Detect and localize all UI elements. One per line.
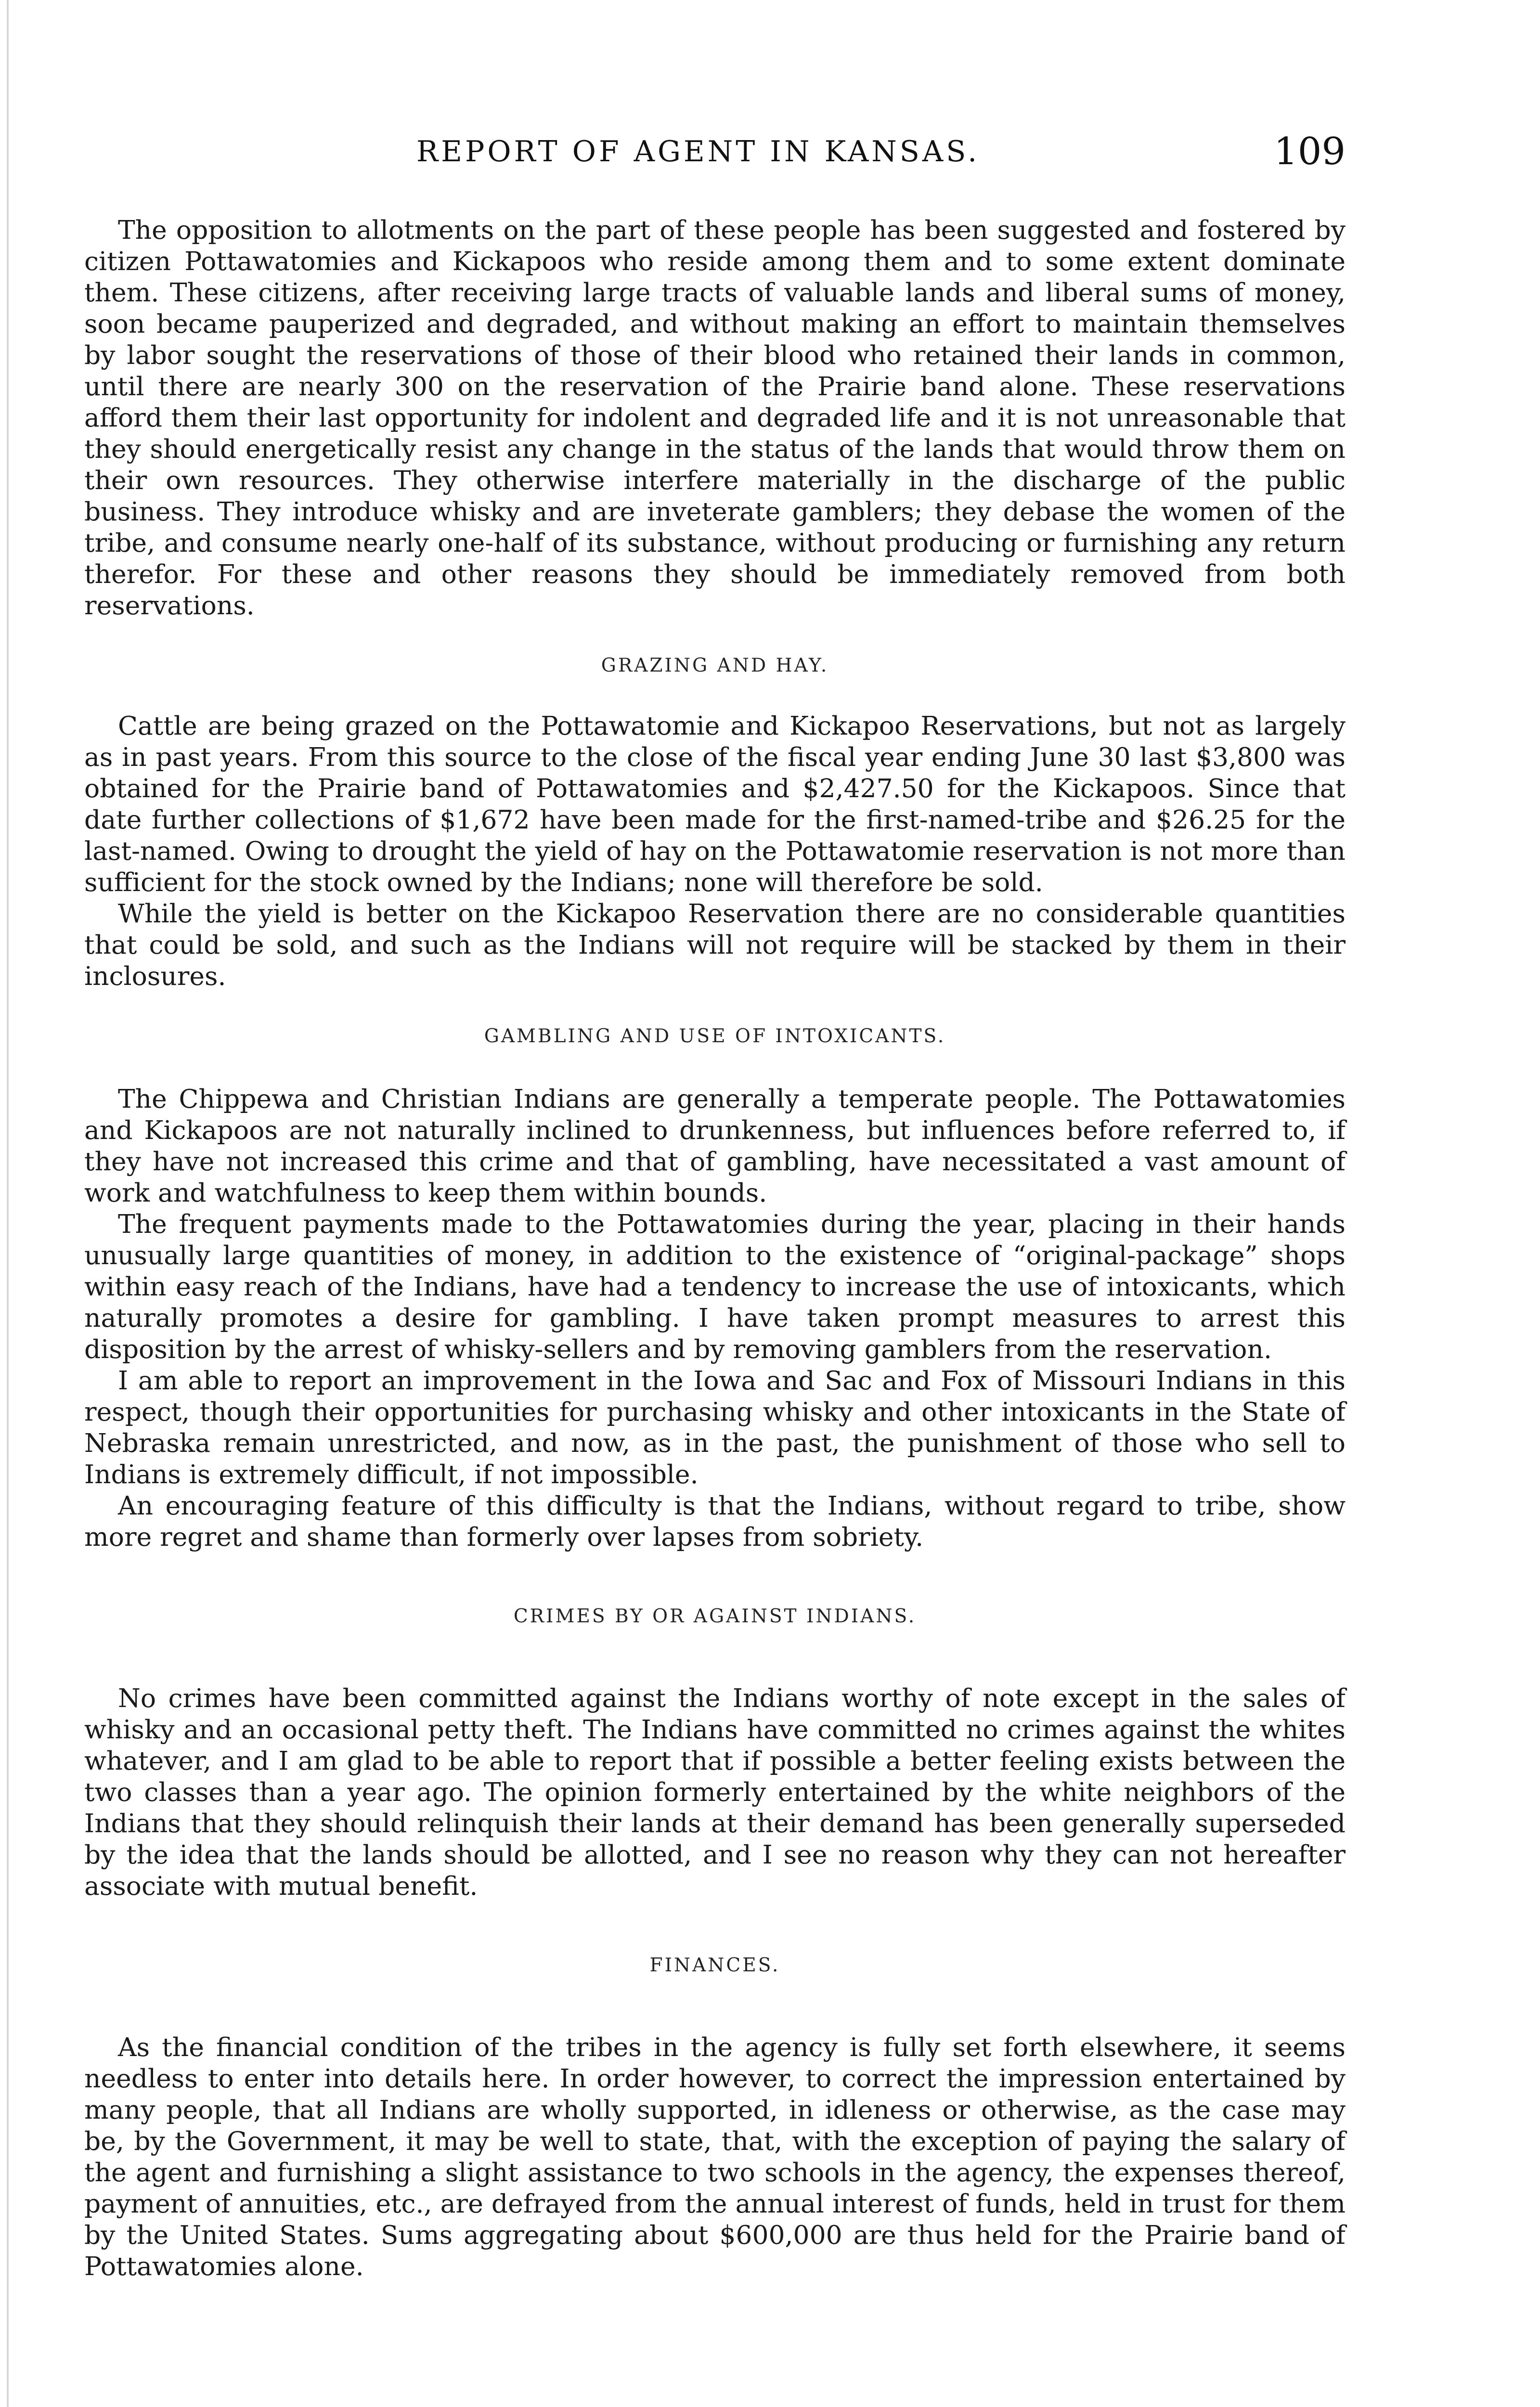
section-finances — [84, 1954, 1346, 2282]
section-gambling — [84, 1025, 1346, 1553]
page-number: 109 — [1274, 130, 1346, 173]
section-title-gambling: GAMBLING AND USE OF INTOXICANTS. — [484, 1025, 946, 1047]
paragraph: I am able to report an improvement in the Iowa and Sac and Fox of Missouri Indians in this respect, though their opportunities for purchasing whisky and other intoxicants in the State of Nebraska remain unrestricted, and now, as in the past, the punishment of those who sell to Indians is extremely difficult, if not impossible. — [84, 1365, 1346, 1489]
section-intro — [84, 214, 1346, 621]
paragraph: While the yield is better on the Kickapoo Reservation there are no considerable quantities that could be sold, and such as the Indians will not require will be stacked by them in their inclosures. — [84, 898, 1346, 991]
page-header — [84, 116, 1346, 188]
running-head: REPORT OF AGENT IN KANSAS. — [416, 135, 980, 168]
section-title-crimes: CRIMES BY OR AGAINST INDIANS. — [513, 1605, 917, 1627]
document-page — [84, 116, 1346, 2282]
paragraph: The Chippewa and Christian Indians are generally a temperate people. The Pottawatomies and Kickapoos are not naturally inclined to drunkenness, but influences before referred to, if they have not increased this crime and that of gambling, have necessitated a vast amount of work and watchfulness to keep them within bounds. — [84, 1084, 1346, 1208]
section-title-finances: FINANCES. — [649, 1954, 780, 1976]
section-crimes — [84, 1605, 1346, 1902]
page-edge — [7, 0, 9, 2407]
paragraph: An encouraging feature of this difficulty is that the Indians, without regard to tribe, show more regret and shame than formerly over lapses from sobriety. — [84, 1490, 1346, 1552]
paragraph: Cattle are being grazed on the Pottawatomie and Kickapoo Reservations, but not as largely as in past years. From this source to the close of the fiscal year ending June 30 last $3,800 was obtained for the Prairie band of Pottawatomies and $2,427.50 for the Kickapoos. Since that date further collections of $1,672 have been made for the first-named-tribe and $26.25 for the last-named. Owing to drought the yield of hay on the Pottawatomie reservation is not more than sufficient for the stock owned by the Indians; none will therefore be sold. — [84, 711, 1346, 897]
paragraph: As the financial condition of the tribes in the agency is fully set forth elsewhere, it seems needless to enter into details here. In order however, to correct the impression entertained by many people, that all Indians are wholly supported, in idleness or otherwise, as the case may be, by the Government, it may be well to state, that, with the exception of paying the salary of the agent and furnishing a slight assistance to two schools in the agency, the expenses thereof, payment of annuities, etc., are defrayed from the annual interest of funds, held in trust for them by the United States. Sums aggregating about $600,000 are thus held for the Prairie band of Pottawatomies alone. — [84, 2032, 1346, 2281]
paragraph: No crimes have been committed against the Indians worthy of note except in the sales of whisky and an occasional petty theft. The Indians have committed no crimes against the whites whatever, and I am glad to be able to report that if possible a better feeling exists between the two classes than a year ago. The opinion formerly entertained by the white neighbors of the Indians that they should relinquish their lands at their demand has been generally superseded by the idea that the lands should be allotted, and I see no reason why they can not hereafter associate with mutual benefit. — [84, 1683, 1346, 1901]
paragraph: The frequent payments made to the Pottawatomies during the year, placing in their hands unusually large quantities of money, in addition to the existence of “original-package” shops within easy reach of the Indians, have had a tendency to increase the use of intoxicants, which naturally promotes a desire for gambling. I have taken prompt measures to arrest this disposition by the arrest of whisky-sellers and by removing gamblers from the reservation. — [84, 1209, 1346, 1364]
section-title-grazing: GRAZING AND HAY. — [601, 655, 829, 676]
section-grazing — [84, 655, 1346, 992]
paragraph: The opposition to allotments on the part of these people has been suggested and fostered by citizen Pottawatomies and Kickapoos who reside among them and to some extent dominate them. These citizens, after receiving large tracts of valuable lands and liberal sums of money, soon became pauperized and degraded, and without making an effort to maintain themselves by labor sought the reservations of those of their blood who retained their lands in common, until there are nearly 300 on the reservation of the Prairie band alone. These reservations afford them their last opportunity for indolent and degraded life and it is not unreasonable that they should energetically resist any change in the status of the lands that would throw them on their own resources. They otherwise interfere materially in the discharge of the public business. They introduce whisky and are inveterate gamblers; they debase the women of the tribe, and consume nearly one-half of its substance, without producing or furnishing any return therefor. For these and other reasons they should be immediately removed from both reservations. — [84, 215, 1346, 621]
